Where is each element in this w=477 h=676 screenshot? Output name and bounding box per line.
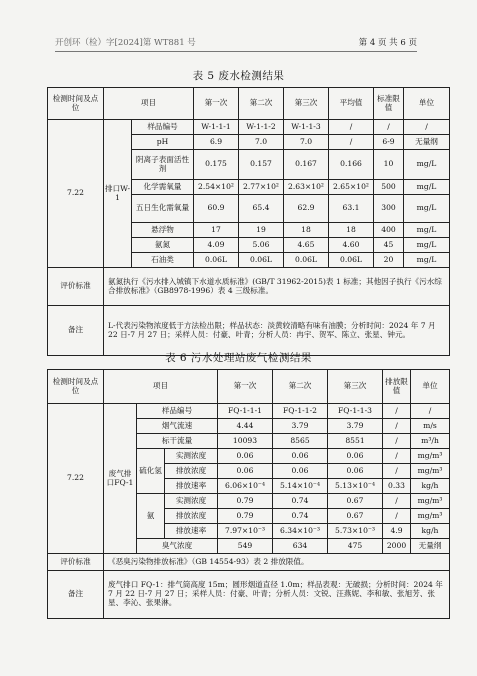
wastewater-results-table — [47, 87, 450, 356]
value-first: 60.9 — [194, 195, 239, 223]
value-second: W-1-1-2 — [239, 120, 284, 135]
parameter-name: 排放浓度 — [165, 464, 218, 479]
value-second: 0.74 — [273, 509, 328, 524]
value-first: 4.44 — [218, 419, 273, 434]
parameter-name: 臭气浓度 — [137, 539, 218, 554]
parameter-name: 化学需氧量 — [132, 180, 194, 195]
unit: 无量纲 — [404, 135, 450, 150]
parameter-name: 石油类 — [132, 253, 194, 268]
value-second: 8565 — [273, 434, 328, 449]
value-second: 0.06 — [273, 464, 328, 479]
sampling-point: 排口W-1 — [104, 120, 132, 268]
value-third: 3.79 — [328, 419, 383, 434]
header-second: 第二次 — [239, 88, 284, 120]
header-average: 平均值 — [329, 88, 374, 120]
value-first: 6.9 — [194, 135, 239, 150]
header-limit: 标准限值 — [374, 88, 404, 120]
eval-text: 《恶臭污染物排放标准》（GB 14554-93）表 2 排放限值。 — [104, 554, 450, 571]
note-text: L-代表污染物浓度低于方法检出限；样品状态：淡黄较清略有味有油膜；分析时间：2024 年 7 月 22 日-7 月 27 日；采样人员：付豪、叶青；分析人员：冉宇、贺军、陈立、张星、钟元。 — [104, 306, 450, 356]
report-number: 开创环（检）字[2024]第 WT881 号 — [55, 38, 196, 48]
value-second: FQ-1-1-2 — [273, 404, 328, 419]
note-label: 备注 — [48, 571, 104, 619]
value-first: W-1-1-1 — [194, 120, 239, 135]
value-second: 0.06L — [239, 253, 284, 268]
table6-title: 表 6 污水处理站废气检测结果 — [165, 352, 312, 364]
emission-limit: 0.33 — [383, 479, 411, 494]
unit: / — [404, 120, 450, 135]
header-third: 第三次 — [328, 370, 383, 404]
standard-limit: 45 — [374, 238, 404, 253]
value-average: / — [329, 135, 374, 150]
unit: mg/m³ — [411, 509, 450, 524]
emission-limit: / — [383, 404, 411, 419]
value-third: W-1-1-3 — [284, 120, 329, 135]
parameter-name: 标干流量 — [137, 434, 218, 449]
parameter-name: 样品编号 — [137, 404, 218, 419]
pollutant-label: 氨 — [137, 494, 165, 539]
emission-limit: 4.9 — [383, 524, 411, 539]
header-limit: 排放限值 — [383, 370, 411, 404]
unit: mg/L — [404, 195, 450, 223]
emission-limit: 2000 — [383, 539, 411, 554]
value-second: 5.06 — [239, 238, 284, 253]
value-first: 0.79 — [218, 494, 273, 509]
value-second: 19 — [239, 223, 284, 238]
value-third: 4.65 — [284, 238, 329, 253]
parameter-name: 排放速率 — [165, 524, 218, 539]
value-first: 7.97×10⁻³ — [218, 524, 273, 539]
value-second: 0.06 — [273, 449, 328, 464]
value-second: 634 — [273, 539, 328, 554]
value-average: 0.06L — [329, 253, 374, 268]
emission-limit: / — [383, 434, 411, 449]
value-second: 7.0 — [239, 135, 284, 150]
value-average: 2.65×10² — [329, 180, 374, 195]
value-third: 0.06L — [284, 253, 329, 268]
value-third: 0.67 — [328, 494, 383, 509]
emission-limit: / — [383, 449, 411, 464]
value-second: 0.74 — [273, 494, 328, 509]
value-average: / — [329, 120, 374, 135]
parameter-name: 烟气流速 — [137, 419, 218, 434]
eval-label: 评价标准 — [48, 554, 104, 571]
standard-limit: 500 — [374, 180, 404, 195]
parameter-name: 排放浓度 — [165, 509, 218, 524]
value-second: 0.157 — [239, 150, 284, 180]
note-label: 备注 — [48, 306, 104, 356]
value-average: 18 — [329, 223, 374, 238]
header-time-place: 检测时间及点位 — [48, 370, 104, 404]
value-first: 0.06L — [194, 253, 239, 268]
value-third: 8551 — [328, 434, 383, 449]
unit: mg/L — [404, 180, 450, 195]
value-third: 0.167 — [284, 150, 329, 180]
header-second: 第二次 — [273, 370, 328, 404]
unit: m³/h — [411, 434, 450, 449]
unit: kg/h — [411, 479, 450, 494]
emission-limit: / — [383, 464, 411, 479]
page-header — [55, 36, 417, 52]
header-time-place: 检测时间及点位 — [48, 88, 104, 120]
value-second: 3.79 — [273, 419, 328, 434]
value-first: 6.06×10⁻⁴ — [218, 479, 273, 494]
parameter-name: 氨氮 — [132, 238, 194, 253]
value-first: 4.09 — [194, 238, 239, 253]
header-first: 第一次 — [218, 370, 273, 404]
value-first: 2.54×10² — [194, 180, 239, 195]
emission-limit: / — [383, 509, 411, 524]
value-third: 2.63×10² — [284, 180, 329, 195]
value-third: 18 — [284, 223, 329, 238]
value-average: 0.166 — [329, 150, 374, 180]
value-third: 7.0 — [284, 135, 329, 150]
value-third: 475 — [328, 539, 383, 554]
parameter-name: pH — [132, 135, 194, 150]
test-date: 7.22 — [48, 120, 104, 268]
parameter-name: 悬浮物 — [132, 223, 194, 238]
unit: mg/m³ — [411, 464, 450, 479]
parameter-name: 五日生化需氧量 — [132, 195, 194, 223]
unit: mg/L — [404, 253, 450, 268]
value-average: 4.60 — [329, 238, 374, 253]
page-indicator: 第 4 页 共 6 页 — [358, 38, 417, 48]
value-third: 62.9 — [284, 195, 329, 223]
value-second: 2.77×10² — [239, 180, 284, 195]
unit: kg/h — [411, 524, 450, 539]
eval-text: 氨氮执行《污水排入城镇下水道水质标准》(GB/T 31962-2015)表 1 标准；其他因子执行《污水综合排放标准》（GB8978-1996）表 4 三级标准。 — [104, 268, 450, 306]
parameter-name: 实测浓度 — [165, 494, 218, 509]
value-second: 5.14×10⁻⁴ — [273, 479, 328, 494]
standard-limit: 6-9 — [374, 135, 404, 150]
exhaust-gas-results-table — [47, 369, 450, 619]
standard-limit: / — [374, 120, 404, 135]
unit: mg/L — [404, 223, 450, 238]
value-first: 10093 — [218, 434, 273, 449]
parameter-name: 实测浓度 — [165, 449, 218, 464]
unit: mg/m³ — [411, 494, 450, 509]
value-first: 17 — [194, 223, 239, 238]
unit: mg/m³ — [411, 449, 450, 464]
header-item: 项目 — [104, 88, 194, 120]
value-first: 0.06 — [218, 464, 273, 479]
value-third: 0.67 — [328, 509, 383, 524]
value-first: 0.06 — [218, 449, 273, 464]
header-unit: 单位 — [411, 370, 450, 404]
value-third: 5.13×10⁻⁴ — [328, 479, 383, 494]
value-third: FQ-1-1-3 — [328, 404, 383, 419]
test-date: 7.22 — [48, 404, 104, 554]
header-third: 第三次 — [284, 88, 329, 120]
standard-limit: 400 — [374, 223, 404, 238]
value-average: 63.1 — [329, 195, 374, 223]
header-first: 第一次 — [194, 88, 239, 120]
value-third: 0.06 — [328, 449, 383, 464]
value-second: 65.4 — [239, 195, 284, 223]
standard-limit: 300 — [374, 195, 404, 223]
parameter-name: 排放速率 — [165, 479, 218, 494]
unit: m/s — [411, 419, 450, 434]
value-first: 549 — [218, 539, 273, 554]
emission-limit: / — [383, 419, 411, 434]
unit: mg/L — [404, 150, 450, 180]
value-first: 0.79 — [218, 509, 273, 524]
header-unit: 单位 — [404, 88, 450, 120]
parameter-name: 样品编号 — [132, 120, 194, 135]
note-text: 废气排口 FQ-1：排气筒高度 15m；圆形烟道直径 1.0m；样品表观：无破损；分析时间：2024 年 7 月 22 日-7 月 27 日；采样人员：付豪、叶青；分析人员：文锐、汪燕妮、李和敏、张旭芳、张星、李沁、张果淋。 — [104, 571, 450, 619]
table-row — [48, 120, 450, 135]
standard-limit: 10 — [374, 150, 404, 180]
table-row — [48, 404, 450, 419]
pollutant-label: 硫化氢 — [137, 449, 165, 494]
value-third: 5.73×10⁻³ — [328, 524, 383, 539]
value-third: 0.06 — [328, 464, 383, 479]
emission-limit: / — [383, 494, 411, 509]
standard-limit: 20 — [374, 253, 404, 268]
unit: 无量纲 — [411, 539, 450, 554]
header-item: 项目 — [104, 370, 218, 404]
sampling-point: 废气排口FQ-1 — [104, 404, 137, 554]
eval-label: 评价标准 — [48, 268, 104, 306]
unit: mg/L — [404, 238, 450, 253]
unit: / — [411, 404, 450, 419]
parameter-name: 阴离子表面活性剂 — [132, 150, 194, 180]
value-second: 6.34×10⁻³ — [273, 524, 328, 539]
value-first: 0.175 — [194, 150, 239, 180]
table5-title: 表 5 废水检测结果 — [192, 70, 285, 82]
value-first: FQ-1-1-1 — [218, 404, 273, 419]
